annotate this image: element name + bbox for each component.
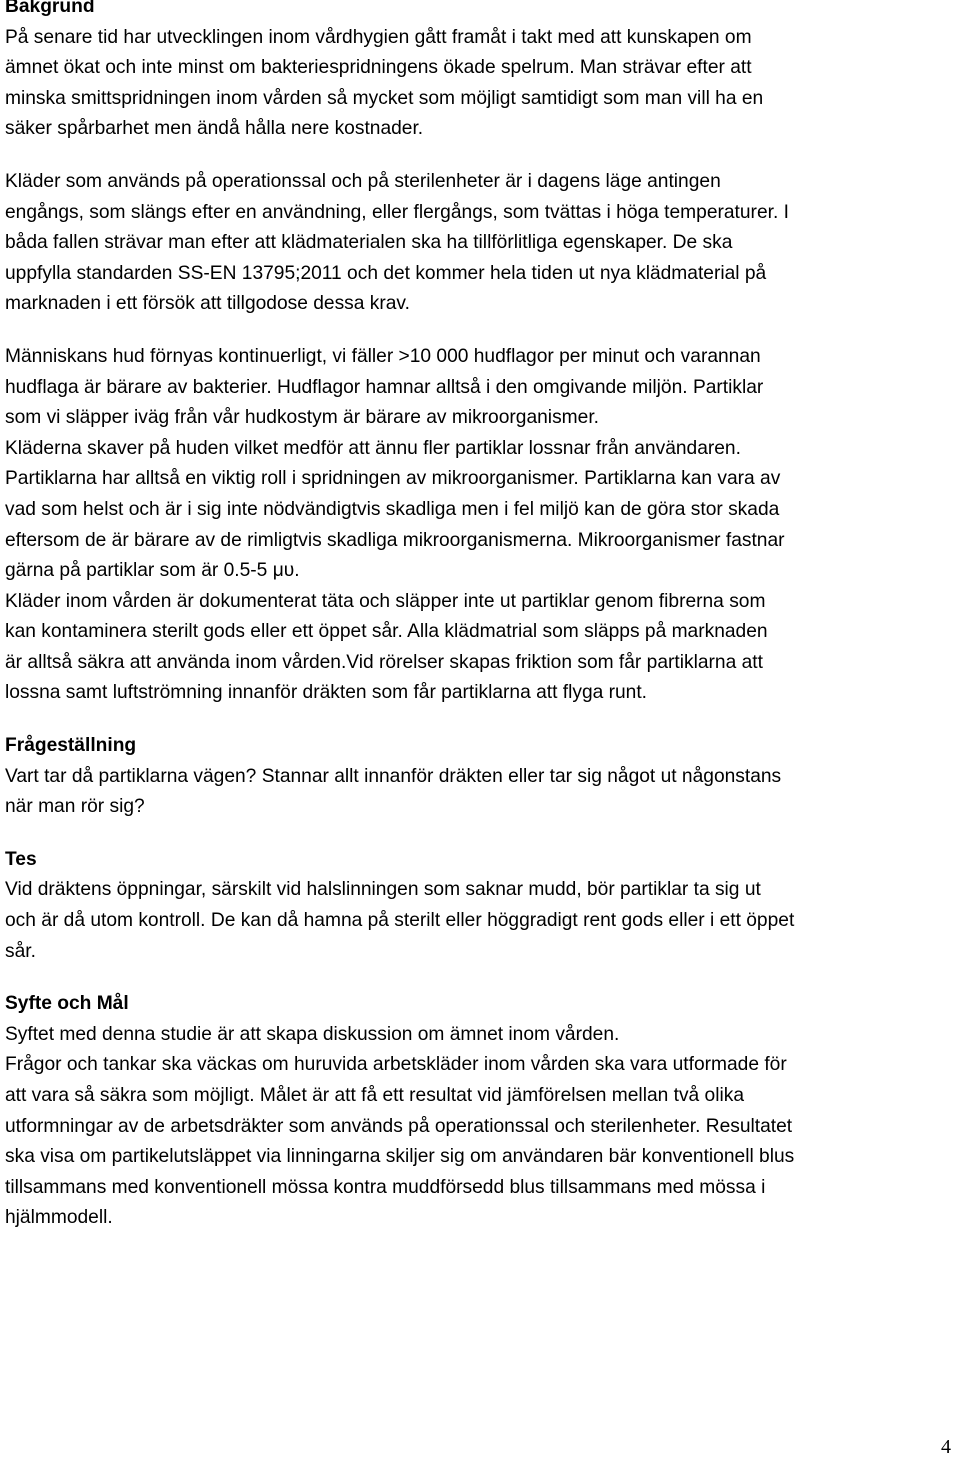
- page-number: 4: [941, 1436, 951, 1458]
- section-gap: [5, 967, 957, 989]
- section-heading: Frågeställning: [5, 735, 137, 757]
- text-line: ska visa om partikelutsläppet via linningarna skiljer sig om användaren bär konventionell blus: [5, 1146, 795, 1168]
- section-gap: [5, 709, 957, 731]
- section-heading: Tes: [5, 848, 37, 870]
- text-line: Partiklarna har alltså en viktig roll i spridningen av mikroorganismer. Partiklarna kan vara av: [5, 468, 781, 490]
- text-line: är alltså säkra att använda inom vården.Vid rörelser skapas friktion som får partiklarna att: [5, 651, 763, 673]
- text-line: Kläderna skaver på huden vilket medför att ännu fler partiklar lossnar från användaren.: [5, 437, 741, 459]
- text-line: när man rör sig?: [5, 796, 145, 818]
- text-line: uppfylla standarden SS-EN 13795;2011 och det kommer hela tiden ut nya klädmaterial på: [5, 262, 767, 284]
- text-line: marknaden i ett försök att tillgodose dessa krav.: [5, 293, 410, 315]
- text-line: Syftet med denna studie är att skapa diskussion om ämnet inom vården.: [5, 1023, 620, 1045]
- text-line: gärna på partiklar som är 0.5-5 μυ.: [5, 560, 300, 582]
- text-line: lossna samt luftströmning innanför dräkten som får partiklarna att flyga runt.: [5, 682, 648, 704]
- paragraph-gap: [5, 320, 957, 342]
- section-heading: Bakgrund: [5, 0, 95, 17]
- text-line: utformningar av de arbetsdräkter som används på operationssal och sterilenheter. Resultatet: [5, 1115, 793, 1137]
- section-gap: [5, 823, 957, 845]
- text-line: engångs, som slängs efter en användning, eller flergångs, som tvättas i höga temperaturer. I: [5, 201, 789, 223]
- section-heading: Syfte och Mål: [5, 993, 129, 1015]
- text-line: och är då utom kontroll. De kan då hamna på sterilt eller höggradigt rent gods eller i ett öppet: [5, 910, 795, 932]
- paragraph: [5, 23, 957, 145]
- section-fragestallning: [5, 731, 957, 823]
- text-line: Frågor och tankar ska väckas om huruvida arbetskläder inom vården ska vara utformade för: [5, 1054, 787, 1076]
- text-line: eftersom de är bärare av de rimligtvis skadliga mikroorganismerna. Mikroorganismer fastnar: [5, 529, 785, 551]
- text-line: att vara så säkra som möjligt. Målet är att få ett resultat vid jämförelsen mellan två olika: [5, 1085, 745, 1106]
- text-line: sår.: [5, 940, 36, 962]
- text-line: Kläder som används på operationssal och på sterilenheter är i dagens läge antingen: [5, 170, 721, 192]
- text-line: ämnet ökat och inte minst om bakteriespridningens ökade spelrum. Man strävar efter att: [5, 57, 752, 79]
- section-syfte-och-mal: [5, 989, 957, 1234]
- text-line: Vid dräktens öppningar, särskilt vid halslinningen som saknar mudd, bör partiklar ta sig ut: [5, 879, 761, 901]
- paragraph-gap: [5, 145, 957, 167]
- text-line: hudflaga är bärare av bakterier. Hudflagor hamnar alltså i den omgivande miljön. Partiklar: [5, 376, 764, 398]
- text-line: som vi släpper iväg från vår hudkostym är bärare av mikroorganismer.: [5, 407, 599, 429]
- text-line: Kläder inom vården är dokumenterat täta och släpper inte ut partiklar genom fibrerna som: [5, 590, 766, 612]
- section-tes: [5, 845, 957, 967]
- text-line: På senare tid har utvecklingen inom vårdhygien gått framåt i takt med att kunskapen om: [5, 26, 752, 48]
- text-line: kan kontaminera sterilt gods eller ett öppet sår. Alla klädmatrial som släpps på marknaden: [5, 621, 768, 643]
- text-line: båda fallen strävar man efter att klädmaterialen ska ha tillförlitliga egenskaper. De ska: [5, 232, 733, 254]
- text-line: vad som helst och är i sig inte nödvändigtvis skadliga men i fel miljö kan de göra stor skada: [5, 498, 780, 520]
- text-line: säker spårbarhet men ändå hålla nere kostnader.: [5, 118, 424, 140]
- paragraph: [5, 762, 957, 823]
- text-line: Vart tar då partiklarna vägen? Stannar allt innanför dräkten eller tar sig något ut någonstans: [5, 765, 782, 787]
- paragraph: [5, 1020, 957, 1234]
- text-line: tillsammans med konventionell mössa kontra muddförsedd blus tillsammans med mössa i: [5, 1176, 766, 1198]
- text-line: Människans hud förnyas kontinuerligt, vi fäller >10 000 hudflagor per minut och varannan: [5, 345, 761, 367]
- paragraph: [5, 342, 957, 709]
- text-line: hjälmmodell.: [5, 1207, 113, 1229]
- text-line: minska smittspridningen inom vården så mycket som möjligt samtidigt som man vill ha en: [5, 87, 764, 109]
- paragraph: [5, 875, 957, 967]
- document-page: [5, 0, 957, 1234]
- paragraph: [5, 167, 957, 320]
- section-bakgrund: [5, 0, 957, 709]
